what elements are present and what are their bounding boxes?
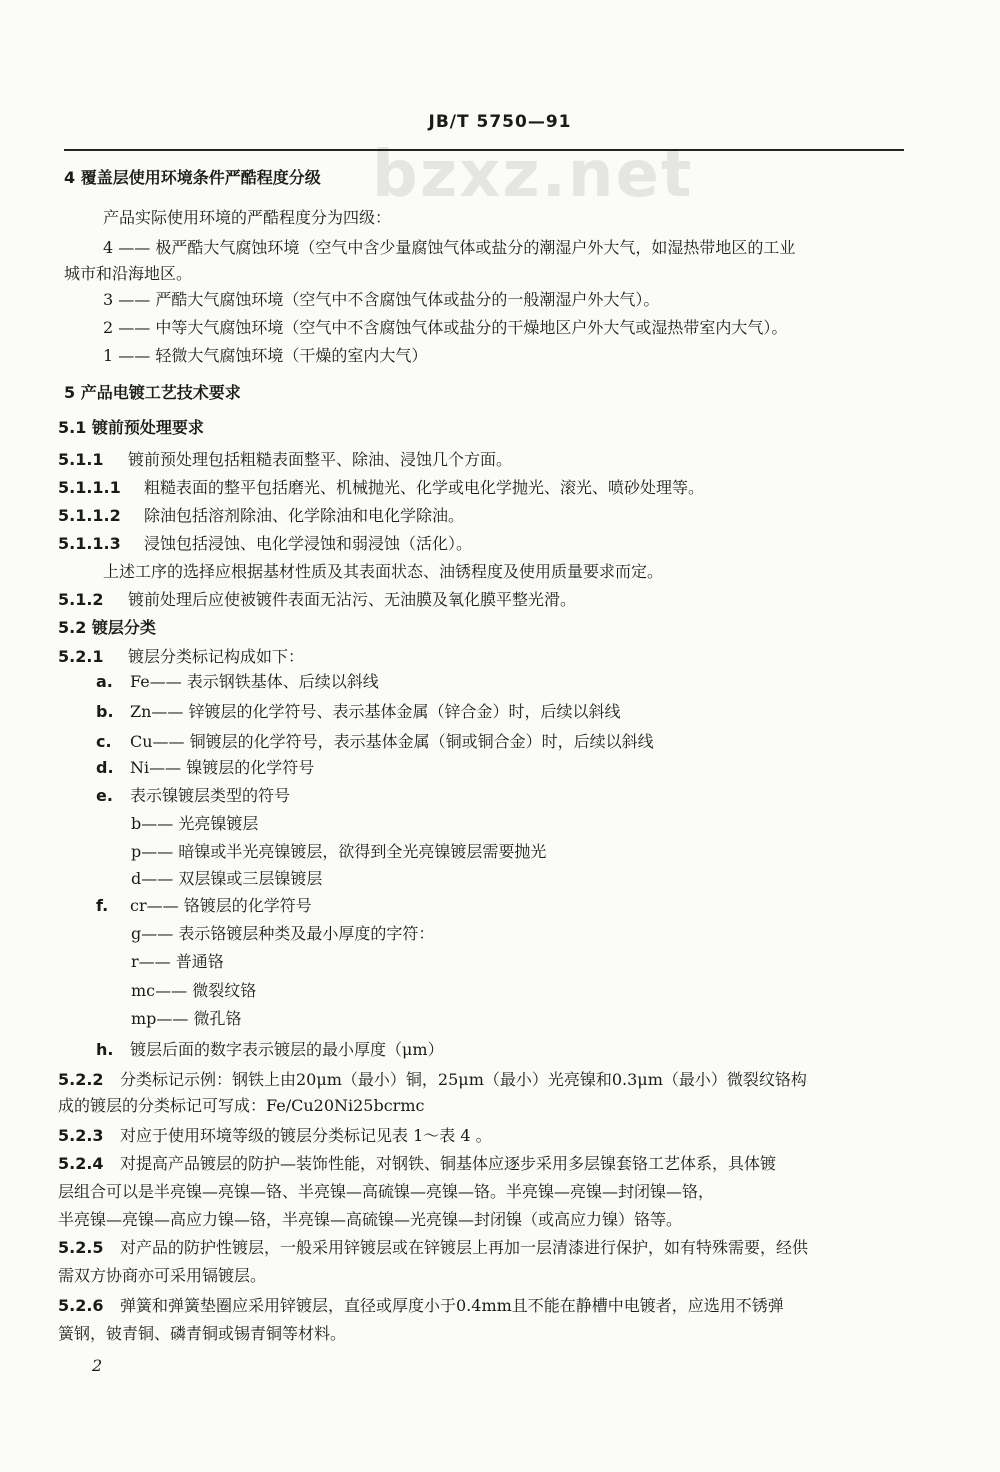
text-line-item-h: [96, 1038, 444, 1062]
line-text: 镀层后面的数字表示镀层的最小厚度（μm）: [130, 1040, 444, 1059]
line-text: b—— 光亮镍镀层: [131, 814, 259, 833]
clause-number: 5.2.4: [58, 1154, 104, 1173]
text-line-s52-title: [58, 616, 156, 640]
line-text: 城市和沿海地区。: [64, 264, 193, 283]
text-line-item-e-b: [131, 812, 258, 836]
line-text: 2 —— 中等大气腐蚀环境（空气中不含腐蚀气体或盐分的干燥地区户外大气或湿热带室内大气）。: [103, 318, 788, 337]
text-line-s524a: [58, 1152, 776, 1176]
line-text: 簧钢，铍青铜、磷青铜或锡青铜等材料。: [58, 1324, 347, 1343]
clause-number: 5.2.2: [58, 1070, 104, 1089]
line-text: 5 产品电镀工艺技术要求: [64, 383, 241, 402]
text-line-s4-intro: [103, 206, 391, 230]
item-label: e.: [96, 786, 113, 805]
line-text: 对产品的防护性镀层，一般采用锌镀层或在锌镀层上再加一层清漆进行保护，如有特殊需要，经供: [120, 1238, 809, 1257]
document-code-header: JB/T 5750—91: [428, 112, 572, 132]
line-text: 1 —— 轻微大气腐蚀环境（干燥的室内大气）: [103, 346, 428, 365]
line-text: 4 覆盖层使用环境条件严酷程度分级: [64, 168, 321, 187]
line-text: Fe—— 表示钢铁基体、后续以斜线: [130, 672, 379, 691]
header-rule: [64, 149, 904, 151]
clause-number: 5.2.6: [58, 1296, 104, 1315]
text-line-item-e-p: [131, 840, 546, 864]
clause-number: 5.1.2: [58, 590, 104, 609]
text-line-item-e: [96, 784, 290, 808]
text-line-item-d: [96, 756, 314, 780]
text-line-item-f-mc: [131, 979, 256, 1003]
text-line-s4-title: [64, 166, 321, 190]
text-line-item-f-mp: [131, 1007, 242, 1031]
line-text: 表示镍镀层类型的符号: [130, 786, 291, 805]
text-line-s524c: [58, 1208, 682, 1232]
line-text: mp—— 微孔铬: [131, 1009, 242, 1028]
line-text: 对提高产品镀层的防护—装饰性能，对钢铁、铜基体应逐步采用多层镍套铬工艺体系，具体镀: [120, 1154, 777, 1173]
line-text: 粗糙表面的整平包括磨光、机械抛光、化学或电化学抛光、滚光、喷砂处理等。: [144, 478, 705, 497]
text-line-s5112: [58, 504, 464, 528]
text-line-item-b: [96, 700, 621, 724]
text-line-s524b: [58, 1180, 714, 1204]
text-line-s5113: [58, 532, 472, 556]
text-line-s525a: [58, 1236, 808, 1260]
text-line-item-f-r: [131, 950, 224, 974]
line-text: cr—— 铬镀层的化学符号: [130, 896, 312, 915]
text-line-s4-l3: [103, 288, 659, 312]
clause-number: 5.1.1.3: [58, 534, 121, 553]
clause-number: 5.2.3: [58, 1126, 104, 1145]
line-text: mc—— 微裂纹铬: [131, 981, 257, 1000]
text-line-s511: [58, 448, 512, 472]
line-text: 浸蚀包括浸蚀、电化学浸蚀和弱浸蚀（活化）。: [144, 534, 473, 553]
item-label: c.: [96, 732, 112, 751]
line-text: 分类标记示例：钢铁上由20μm（最小）铜，25μm（最小）光亮镍和0.3μm（最小）微裂纹铬构: [120, 1070, 807, 1089]
text-line-s522b: [58, 1094, 424, 1118]
watermark: bzxz.net: [372, 138, 694, 212]
text-line-s526b: [58, 1322, 346, 1346]
clause-number: 5.1.1: [58, 450, 104, 469]
text-line-s51-title: [58, 416, 204, 440]
clause-number: 5.1.1.2: [58, 506, 121, 525]
text-line-s511-note: [103, 560, 663, 584]
line-text: 层组合可以是半亮镍—亮镍—铬、半亮镍—高硫镍—亮镍—铬。半亮镍—亮镍—封闭镍—铬，: [58, 1182, 715, 1201]
item-label: b.: [96, 702, 114, 721]
text-line-item-f: [96, 894, 312, 918]
text-line-s522a: [58, 1068, 807, 1092]
line-text: 5.1 镀前预处理要求: [58, 418, 204, 437]
line-text: 弹簧和弹簧垫圈应采用锌镀层，直径或厚度小于0.4mm且不能在静槽中电镀者，应选用不锈弹: [120, 1296, 784, 1315]
line-text: d—— 双层镍或三层镍镀层: [131, 869, 323, 888]
line-text: 成的镀层的分类标记可写成：Fe/Cu20Ni25bcrmc: [58, 1096, 425, 1115]
line-text: 镀前处理后应使被镀件表面无沾污、无油膜及氧化膜平整光滑。: [128, 590, 577, 609]
line-text: 3 —— 严酷大气腐蚀环境（空气中不含腐蚀气体或盐分的一般潮湿户外大气）。: [103, 290, 660, 309]
line-text: 对应于使用环境等级的镀层分类标记见表 1～表 4 。: [120, 1126, 492, 1145]
line-text: g—— 表示铬镀层种类及最小厚度的字符：: [131, 924, 435, 943]
item-label: f.: [96, 896, 109, 915]
page-number: 2: [92, 1356, 103, 1375]
text-line-s4-l1: [103, 344, 427, 368]
text-line-s523: [58, 1124, 492, 1148]
text-line-s5-title: [64, 381, 241, 405]
line-text: 上述工序的选择应根据基材性质及其表面状态、油锈程度及使用质量要求而定。: [103, 562, 664, 581]
line-text: 镀层分类标记构成如下：: [128, 647, 305, 666]
text-line-s4-l2: [103, 316, 787, 340]
text-line-item-e-d: [131, 867, 322, 891]
text-line-s4-l4b: [64, 262, 192, 286]
clause-number: 5.2.5: [58, 1238, 104, 1257]
item-label: d.: [96, 758, 114, 777]
line-text: 除油包括溶剂除油、化学除油和电化学除油。: [144, 506, 465, 525]
text-line-s525b: [58, 1264, 266, 1288]
clause-number: 5.2.1: [58, 647, 104, 666]
line-text: 产品实际使用环境的严酷程度分为四级：: [103, 208, 392, 227]
clause-number: 5.1.1.1: [58, 478, 121, 497]
line-text: Ni—— 镍镀层的化学符号: [130, 758, 315, 777]
line-text: Zn—— 锌镀层的化学符号、表示基体金属（锌合金）时，后续以斜线: [130, 702, 621, 721]
text-line-s5111: [58, 476, 704, 500]
line-text: 4 —— 极严酷大气腐蚀环境（空气中含少量腐蚀气体或盐分的潮湿户外大气，如湿热带地区的工业: [103, 238, 796, 257]
text-line-s512: [58, 588, 576, 612]
line-text: 需双方协商亦可采用镉镀层。: [58, 1266, 267, 1285]
text-line-item-c: [96, 730, 654, 754]
line-text: 半亮镍—亮镍—高应力镍—铬，半亮镍—高硫镍—光亮镍—封闭镍（或高应力镍）铬等。: [58, 1210, 683, 1229]
text-line-s4-l4a: [103, 236, 795, 260]
text-line-s526a: [58, 1294, 784, 1318]
text-line-s521: [58, 645, 304, 669]
line-text: p—— 暗镍或半光亮镍镀层，欲得到全光亮镍镀层需要抛光: [131, 842, 547, 861]
line-text: Cu—— 铜镀层的化学符号，表示基体金属（铜或铜合金）时，后续以斜线: [130, 732, 654, 751]
item-label: h.: [96, 1040, 114, 1059]
text-line-item-a: [96, 670, 379, 694]
line-text: r—— 普通铬: [131, 952, 224, 971]
line-text: 5.2 镀层分类: [58, 618, 156, 637]
line-text: 镀前预处理包括粗糙表面整平、除油、浸蚀几个方面。: [128, 450, 513, 469]
item-label: a.: [96, 672, 113, 691]
text-line-item-f-g: [131, 922, 434, 946]
